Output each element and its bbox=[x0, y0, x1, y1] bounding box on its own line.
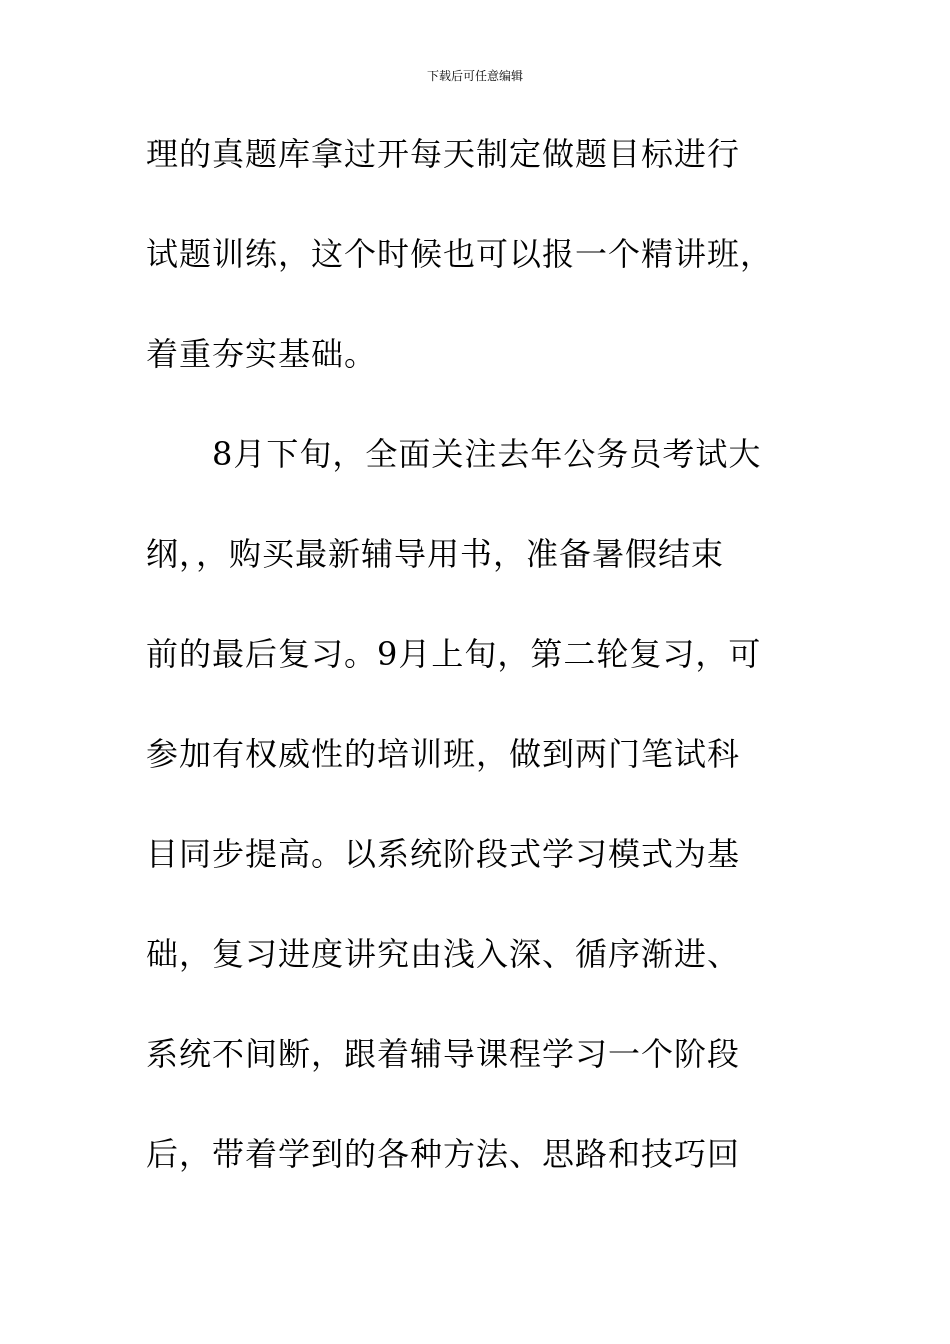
text-line: 前的最后复习。9月上旬，第二轮复习，可 bbox=[146, 635, 762, 673]
text-line: 纲，，购买最新辅导用书，准备暑假结束 bbox=[146, 535, 725, 573]
text-line: 试题训练，这个时候也可以报一个精讲班， bbox=[146, 235, 774, 273]
text-line: 理的真题库拿过开每天制定做题目标进行 bbox=[146, 135, 741, 173]
text-line: 系统不间断，跟着辅导课程学习一个阶段 bbox=[146, 1035, 741, 1073]
document-body bbox=[146, 124, 826, 1224]
paragraph-start-line: 8月下旬，全面关注去年公务员考试大 bbox=[146, 435, 762, 473]
page-header-note: 下载后可任意编辑 bbox=[426, 69, 523, 83]
text-line: 着重夯实基础。 bbox=[146, 335, 378, 373]
text-line: 参加有权威性的培训班，做到两门笔试科 bbox=[146, 735, 741, 773]
text-line: 目同步提高。以系统阶段式学习模式为基 bbox=[146, 835, 741, 873]
text-line: 础，复习进度讲究由浅入深、循序渐进、 bbox=[146, 935, 741, 973]
text-line: 后，带着学到的各种方法、思路和技巧回 bbox=[146, 1135, 741, 1173]
